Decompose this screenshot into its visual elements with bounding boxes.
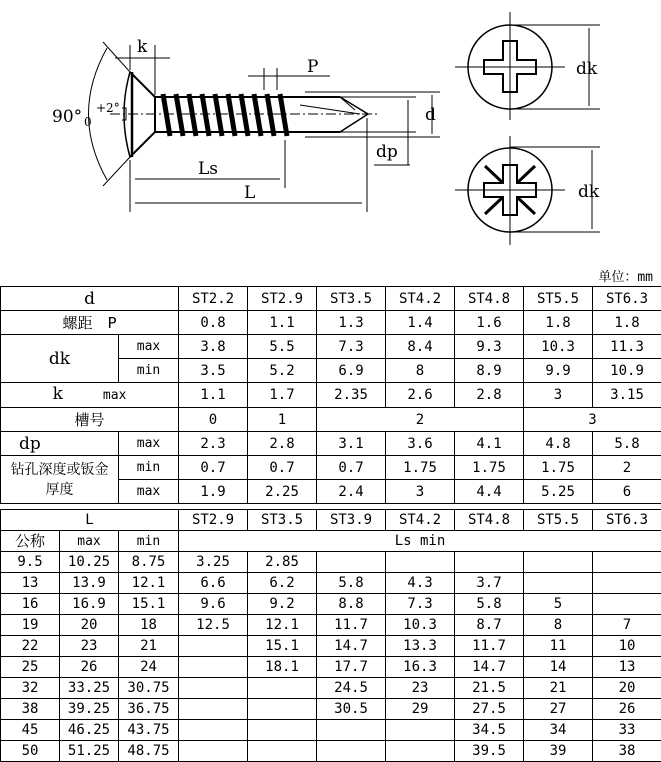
cell: 34 (524, 720, 593, 741)
value-cell: 2.4 (317, 480, 386, 504)
value-cell: 10.3 (524, 335, 593, 359)
drill-label-1: 钻孔深度或钣金 (1, 460, 118, 480)
value-cell: 6.9 (317, 359, 386, 383)
size-cell: ST2.9 (248, 287, 317, 311)
value-cell: 0.7 (248, 456, 317, 480)
label-angle-lower: 0 (84, 115, 92, 129)
cell: 14.7 (317, 636, 386, 657)
drill-label-2: 厚度 (1, 480, 118, 500)
cell: 4.3 (386, 573, 455, 594)
cell: 10.3 (386, 615, 455, 636)
table-row (1, 594, 661, 615)
cell: 11.7 (455, 636, 524, 657)
size-cell: ST3.5 (248, 510, 317, 531)
cell: 15.1 (119, 594, 179, 615)
cell (179, 720, 248, 741)
value-cell: 8.4 (386, 335, 455, 359)
cell: 14.7 (455, 657, 524, 678)
cell: 30.75 (119, 678, 179, 699)
value-cell: 8 (386, 359, 455, 383)
cell: 20 (593, 678, 661, 699)
cell: 21.5 (455, 678, 524, 699)
label-Ls: Ls (198, 159, 218, 179)
cell: 27.5 (455, 699, 524, 720)
size-cell: ST4.2 (386, 510, 455, 531)
cell: 10.25 (60, 552, 119, 573)
cell: 12.5 (179, 615, 248, 636)
cell: 8.8 (317, 594, 386, 615)
table-row (1, 615, 661, 636)
value-cell: 1.3 (317, 311, 386, 335)
size-cell: ST2.9 (179, 510, 248, 531)
cell: 24 (119, 657, 179, 678)
cell: 3.7 (455, 573, 524, 594)
label-angle: 90° (52, 107, 82, 127)
value-cell: 4.8 (524, 432, 593, 456)
value-cell: 1.4 (386, 311, 455, 335)
cell: 8.75 (119, 552, 179, 573)
cell (593, 573, 661, 594)
value-cell: 2.25 (248, 480, 317, 504)
value-cell: 6 (593, 480, 661, 504)
cell: 20 (60, 615, 119, 636)
recess-row (1, 408, 661, 432)
value-cell: 1.8 (593, 311, 661, 335)
table-row (1, 573, 661, 594)
cell: 38 (593, 741, 661, 762)
value-cell: 2.35 (317, 383, 386, 408)
value-cell: 5.2 (248, 359, 317, 383)
cell: 18.1 (248, 657, 317, 678)
cell: 26 (60, 657, 119, 678)
dp-label: dp (1, 432, 119, 456)
cell: 19 (1, 615, 60, 636)
size-cell: ST4.2 (386, 287, 455, 311)
value-cell: 1.1 (179, 383, 248, 408)
size-cell: ST3.5 (317, 287, 386, 311)
cell: 27 (524, 699, 593, 720)
length-subheader-row (1, 531, 661, 552)
cell: 13 (1, 573, 60, 594)
label-dp: dp (376, 142, 398, 162)
cell: 9.5 (1, 552, 60, 573)
cell: 8.7 (455, 615, 524, 636)
table-row (1, 699, 661, 720)
cell: 5 (524, 594, 593, 615)
value-cell: 10.9 (593, 359, 661, 383)
value-cell: 4.1 (455, 432, 524, 456)
value-cell: 3.8 (179, 335, 248, 359)
value-cell: 2.8 (248, 432, 317, 456)
cell (248, 741, 317, 762)
value-cell: 8.9 (455, 359, 524, 383)
size-cell: ST2.2 (179, 287, 248, 311)
cell: 13 (593, 657, 661, 678)
cell: 22 (1, 636, 60, 657)
size-cell: ST4.8 (455, 287, 524, 311)
cell (179, 678, 248, 699)
cell: 16.3 (386, 657, 455, 678)
size-cell: ST4.8 (455, 510, 524, 531)
value-cell: 5.5 (248, 335, 317, 359)
ls-min-label: Ls min (179, 531, 661, 552)
cell: 48.75 (119, 741, 179, 762)
cell: 23 (60, 636, 119, 657)
dimensions-table (0, 286, 661, 504)
header-d: d (1, 287, 179, 311)
cell: 25 (1, 657, 60, 678)
table-row (1, 720, 661, 741)
cell (317, 741, 386, 762)
cell (593, 594, 661, 615)
cell: 46.25 (60, 720, 119, 741)
cell: 3.25 (179, 552, 248, 573)
cell (386, 552, 455, 573)
value-cell: 1.8 (524, 311, 593, 335)
cell: 21 (119, 636, 179, 657)
label-d: d (425, 105, 436, 125)
cell (317, 720, 386, 741)
value-cell: 3.5 (179, 359, 248, 383)
table-row (1, 636, 661, 657)
value-cell: 1.6 (455, 311, 524, 335)
header-L: L (1, 510, 179, 531)
table-row (1, 741, 661, 762)
table-row (1, 552, 661, 573)
value-cell: 7.3 (317, 335, 386, 359)
cell: 5.8 (455, 594, 524, 615)
cell: 13.3 (386, 636, 455, 657)
min-label: min (119, 456, 179, 480)
cell (455, 552, 524, 573)
cell: 26 (593, 699, 661, 720)
cell: 12.1 (248, 615, 317, 636)
cell (386, 720, 455, 741)
value-cell: 5.25 (524, 480, 593, 504)
length-header-row (1, 510, 661, 531)
value-cell: 9.3 (455, 335, 524, 359)
label-angle-upper: +2° (96, 101, 120, 115)
value-cell: 3 (524, 383, 593, 408)
value-cell: 3.1 (317, 432, 386, 456)
dk-max-row (1, 335, 661, 359)
cell (248, 699, 317, 720)
cell: 50 (1, 741, 60, 762)
value-cell: 5.8 (593, 432, 661, 456)
cell: 18 (119, 615, 179, 636)
cell: 13.9 (60, 573, 119, 594)
unit-label: 单位：mm (598, 266, 653, 285)
cell: 21 (524, 678, 593, 699)
recess-label: 槽号 (1, 408, 179, 432)
k-row (1, 383, 661, 408)
cell: 33.25 (60, 678, 119, 699)
value-cell: 0.8 (179, 311, 248, 335)
cell: 45 (1, 720, 60, 741)
size-cell: ST6.3 (593, 287, 661, 311)
table-row (1, 657, 661, 678)
cell (593, 552, 661, 573)
max-label: max (119, 432, 179, 456)
label-L: L (244, 183, 255, 203)
cell: 11.7 (317, 615, 386, 636)
cell (386, 741, 455, 762)
value-cell: 11.3 (593, 335, 661, 359)
max-label: max (119, 480, 179, 504)
k-label-cell (1, 383, 179, 408)
value-cell: 2 (317, 408, 524, 432)
value-cell: 9.9 (524, 359, 593, 383)
dp-row (1, 432, 661, 456)
min-label: min (119, 531, 179, 552)
value-cell: 0.7 (317, 456, 386, 480)
size-cell: ST5.5 (524, 510, 593, 531)
cell (524, 552, 593, 573)
cell: 12.1 (119, 573, 179, 594)
cell (179, 636, 248, 657)
value-cell: 1.9 (179, 480, 248, 504)
cell: 6.6 (179, 573, 248, 594)
cell (179, 741, 248, 762)
label-k: k (137, 37, 148, 57)
cell: 8 (524, 615, 593, 636)
length-table (0, 509, 661, 762)
pitch-label: 螺距 P (1, 311, 179, 335)
cell: 38 (1, 699, 60, 720)
size-header-row (1, 287, 661, 311)
cell: 34.5 (455, 720, 524, 741)
screw-drawing (0, 0, 661, 262)
cell: 6.2 (248, 573, 317, 594)
drill-min-row (1, 456, 661, 480)
value-cell: 0 (179, 408, 248, 432)
size-cell: ST5.5 (524, 287, 593, 311)
value-cell: 2.3 (179, 432, 248, 456)
size-cell: ST3.9 (317, 510, 386, 531)
value-cell: 1.75 (386, 456, 455, 480)
cell: 51.25 (60, 741, 119, 762)
value-cell: 3 (386, 480, 455, 504)
cell: 5.8 (317, 573, 386, 594)
value-cell: 2 (593, 456, 661, 480)
pitch-row (1, 311, 661, 335)
value-cell: 3 (524, 408, 661, 432)
max-label: max (119, 335, 179, 359)
max-label: max (60, 531, 119, 552)
label-dk-bottom: dk (578, 182, 600, 202)
cell: 15.1 (248, 636, 317, 657)
cell: 10 (593, 636, 661, 657)
size-cell: ST6.3 (593, 510, 661, 531)
dk-label: dk (1, 335, 119, 383)
cell: 9.2 (248, 594, 317, 615)
value-cell: 3.15 (593, 383, 661, 408)
cell (179, 657, 248, 678)
drill-label-cell (1, 456, 119, 504)
cell: 32 (1, 678, 60, 699)
value-cell: 4.4 (455, 480, 524, 504)
cell: 7.3 (386, 594, 455, 615)
value-cell: 1.1 (248, 311, 317, 335)
k-sub-label: max (103, 388, 126, 403)
nominal-label: 公称 (1, 531, 60, 552)
table-row (1, 678, 661, 699)
cell: 33 (593, 720, 661, 741)
cell: 39 (524, 741, 593, 762)
cell: 43.75 (119, 720, 179, 741)
cell: 14 (524, 657, 593, 678)
cell: 30.5 (317, 699, 386, 720)
min-label: min (119, 359, 179, 383)
value-cell: 0.7 (179, 456, 248, 480)
label-P: P (307, 57, 318, 77)
k-label: k (53, 384, 63, 404)
label-dk-top: dk (576, 59, 598, 79)
cell: 9.6 (179, 594, 248, 615)
cell (524, 573, 593, 594)
cell: 11 (524, 636, 593, 657)
cell: 24.5 (317, 678, 386, 699)
cell: 36.75 (119, 699, 179, 720)
cell (179, 699, 248, 720)
cell: 17.7 (317, 657, 386, 678)
value-cell: 1 (248, 408, 317, 432)
cell: 16 (1, 594, 60, 615)
cell: 29 (386, 699, 455, 720)
value-cell: 2.8 (455, 383, 524, 408)
value-cell: 3.6 (386, 432, 455, 456)
cell: 2.85 (248, 552, 317, 573)
value-cell: 2.6 (386, 383, 455, 408)
cell: 7 (593, 615, 661, 636)
cell (248, 678, 317, 699)
cell: 23 (386, 678, 455, 699)
value-cell: 1.75 (455, 456, 524, 480)
value-cell: 1.75 (524, 456, 593, 480)
cell (317, 552, 386, 573)
value-cell: 1.7 (248, 383, 317, 408)
cell: 39.5 (455, 741, 524, 762)
cell: 16.9 (60, 594, 119, 615)
cell (248, 720, 317, 741)
cell: 39.25 (60, 699, 119, 720)
